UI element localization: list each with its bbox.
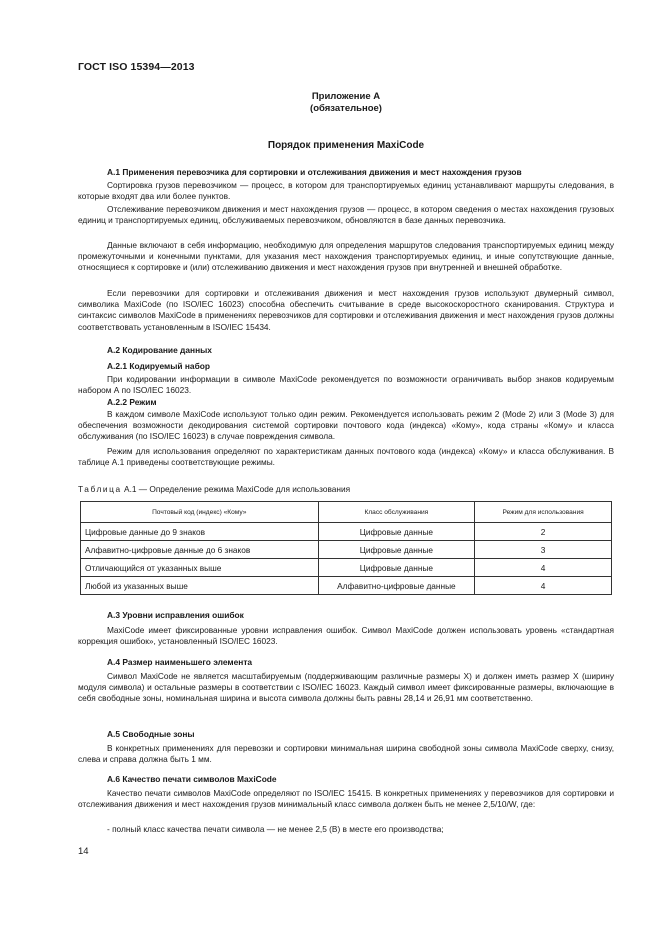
table-cell: 3 bbox=[475, 541, 612, 559]
section-a4-paragraph: Символ MaxiCode не является масштабируемым (поддерживающим различные размеры X) и должен иметь размер X (ширину модуля символа) и остальные размеры в соответствии с ISO/IEC 16023. Каждый символ имеет фиксированные размеры, включающие в себя свободные зоны, номинальная ширина и высота символа должны быть равны 28,14 и 26,91 мм соответственно. bbox=[78, 671, 614, 704]
section-a22-paragraph-2: Режим для использования определяют по характеристикам данных почтового кода (индекса) «Кому» и класса обслуживания. В таблице А.1 приведены соответствующие режимы. bbox=[78, 446, 614, 468]
table-cell: Отличающийся от указанных выше bbox=[81, 559, 319, 577]
section-a4-heading: А.4 Размер наименьшего элемента bbox=[107, 657, 253, 667]
section-a3-heading: А.3 Уровни исправления ошибок bbox=[107, 610, 244, 620]
table-row bbox=[81, 577, 612, 595]
table-cell: Цифровые данные bbox=[318, 559, 475, 577]
annex-subtitle: (обязательное) bbox=[310, 103, 382, 114]
section-a5-heading: А.5 Свободные зоны bbox=[107, 729, 195, 739]
table-cell: Алфавитно-цифровые данные до 6 знаков bbox=[81, 541, 319, 559]
table-row bbox=[81, 523, 612, 541]
table-header-cell: Почтовый код (индекс) «Кому» bbox=[81, 502, 319, 523]
section-a1-paragraph-3: Данные включают в себя информацию, необходимую для определения маршрутов следования транспортируемых единиц между промежуточными и конечными пунктами, для указания мест нахождения транспортируемых единиц, и иные сопутствующие данные, относящиеся к сортировке и (или) отслеживанию движения и мест нахождения грузов при внутренней и внешней обработке. bbox=[78, 240, 614, 273]
table-cell: 4 bbox=[475, 559, 612, 577]
section-a22-heading: А.2.2 Режим bbox=[107, 397, 157, 407]
section-a1-heading: А.1 Применения перевозчика для сортировки и отслеживания движения и мест нахождения грузов bbox=[107, 167, 522, 177]
page-number: 14 bbox=[78, 846, 89, 857]
table-caption bbox=[78, 484, 350, 494]
table-cell: Любой из указанных выше bbox=[81, 577, 319, 595]
annex-title: Приложение А bbox=[311, 91, 381, 102]
table-cell: Цифровые данные bbox=[318, 523, 475, 541]
table-caption-label: Таблица bbox=[78, 484, 122, 494]
table-cell: 4 bbox=[475, 577, 612, 595]
section-a5-paragraph: В конкретных применениях для перевозки и сортировки минимальная ширина свободной зоны символа MaxiCode сверху, снизу, слева и справа должна быть 1 мм. bbox=[78, 743, 614, 765]
section-a1-paragraph-2: Отслеживание перевозчиком движения и мест нахождения грузов — процесс, в котором сведения о местах нахождения грузовых единиц и транспортируемых единиц, обслуживаемых перевозчиком, обновляются в базе данных перевозчика. bbox=[78, 204, 614, 226]
mode-table bbox=[80, 501, 612, 595]
section-a22-paragraph-1: В каждом символе MaxiCode используют только один режим. Рекомендуется использовать режим 2 (Mode 2) или 3 (Mode 3) для обеспечения возможности декодирования системой сортировки почтового кода (индекса) «Кому», кода страны «Кому» и класса обслуживания (по ISO/IEC 16023) в случае повреждения символа. bbox=[78, 409, 614, 442]
table-header-row bbox=[81, 502, 612, 523]
table-cell: Цифровые данные bbox=[318, 541, 475, 559]
section-a1-paragraph-4: Если перевозчики для сортировки и отслеживания движения и мест нахождения грузов используют двумерный символ, символика MaxiCode (по ISO/IEC 16023) способна обеспечить считывание в среде высокоскоростного сканирования. Структура и синтаксис символов MaxiCode в применениях перевозчиков для сортировки и отслеживания движения и мест нахождения грузов должны соответствовать установленным в ISO/IEC 15434. bbox=[78, 288, 614, 332]
section-a1-paragraph-1: Сортировка грузов перевозчиком — процесс, в котором для транспортируемых единиц устанавливают маршруты следования, в которые входят два или более пунктов. bbox=[78, 180, 614, 202]
table-header-cell: Класс обслуживания bbox=[318, 502, 475, 523]
table-caption-text: А.1 — Определение режима MaxiCode для использования bbox=[121, 484, 351, 494]
section-a21-heading: А.2.1 Кодируемый набор bbox=[107, 361, 210, 371]
table-header-cell: Режим для использования bbox=[475, 502, 612, 523]
section-a21-paragraph: При кодировании информации в символе MaxiCode рекомендуется по возможности ограничивать выбор знаков кодируемым набором А по ISO/IEC 16023. bbox=[78, 374, 614, 396]
section-a3-paragraph: MaxiCode имеет фиксированные уровни исправления ошибок. Символ MaxiCode должен использовать уровень «стандартная коррекция ошибок», установленный ISO/IEC 16023. bbox=[78, 625, 614, 647]
table-row bbox=[81, 559, 612, 577]
section-a2-heading: А.2 Кодирование данных bbox=[107, 345, 212, 355]
section-a6-paragraph: Качество печати символов MaxiCode определяют по ISO/IEC 15415. В конкретных применениях у перевозчиков для сортировки и отслеживания движения и мест нахождения грузов минимальный класс символа должен быть не менее 2,5/10/W, где: bbox=[78, 788, 614, 810]
table-cell: Алфавитно-цифровые данные bbox=[318, 577, 475, 595]
section-a6-heading: А.6 Качество печати символов MaxiCode bbox=[107, 774, 277, 784]
annex-heading: Порядок применения MaxiCode bbox=[267, 140, 425, 151]
section-a6-bullet: - полный класс качества печати символа — не менее 2,5 (В) в месте его производства; bbox=[107, 824, 444, 834]
table-cell: Цифровые данные до 9 знаков bbox=[81, 523, 319, 541]
table-cell: 2 bbox=[475, 523, 612, 541]
document-code: ГОСТ ISO 15394—2013 bbox=[78, 61, 195, 73]
table-row bbox=[81, 541, 612, 559]
